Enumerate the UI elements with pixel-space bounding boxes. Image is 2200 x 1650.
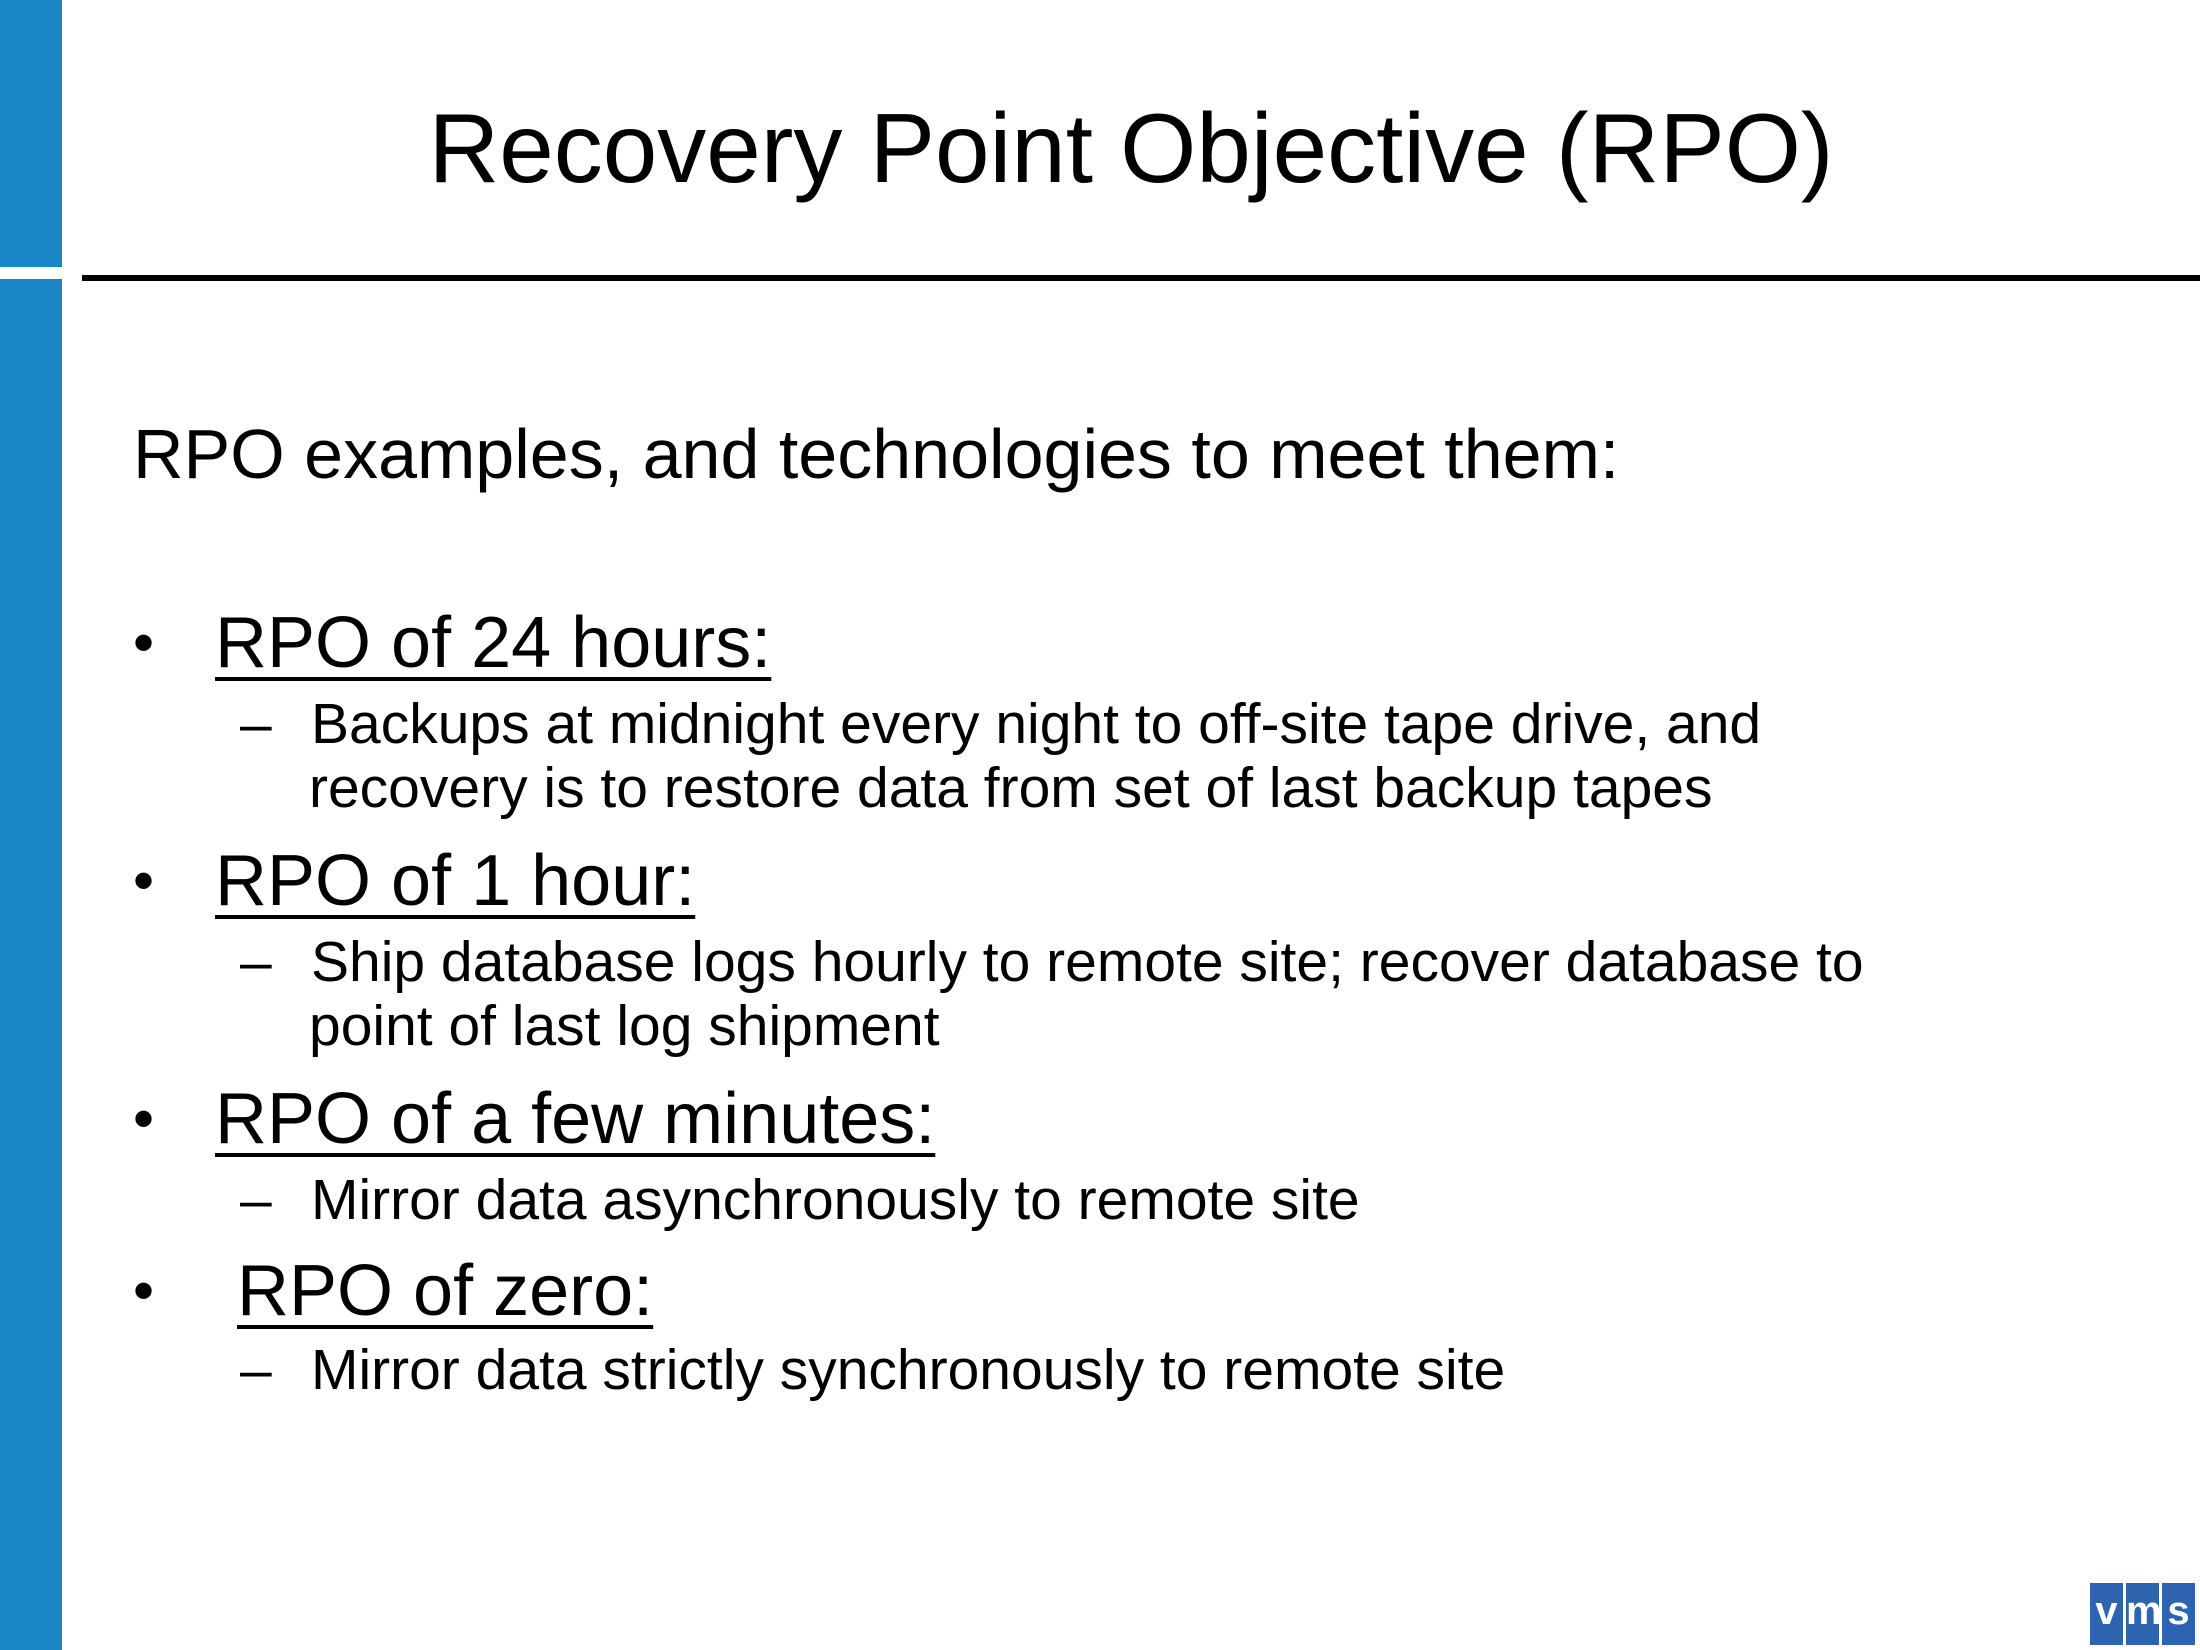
logo-letter-m: m [2126,1583,2159,1645]
bullet-icon: • [133,1085,155,1152]
bullet-heading: RPO of zero: [237,1251,654,1331]
intro-text: RPO examples, and technologies to meet them: [133,415,1620,493]
title-divider [82,275,2200,281]
sub-item-line: point of last log shipment [309,994,940,1058]
bullet-heading: RPO of 24 hours: [215,603,772,683]
slide-title: Recovery Point Objective (RPO) [428,93,1834,203]
sub-item-line: Ship database logs hourly to remote site; recover database to [311,930,1864,994]
sub-item-line: Mirror data asynchronously to remote site [311,1168,1360,1232]
bullet-icon: • [133,1257,155,1324]
sub-item-line: Backups at midnight every night to off-site tape drive, and [311,692,1762,756]
bullet-heading: RPO of 1 hour: [215,841,696,921]
bullet-icon: • [133,847,155,914]
dash-icon: – [240,1338,272,1402]
vms-logo [2090,1583,2195,1645]
dash-icon: – [240,692,272,756]
sub-item-line: Mirror data strictly synchronously to remote site [311,1338,1506,1402]
dash-icon: – [240,930,272,994]
logo-letter-v: v [2090,1583,2123,1645]
sub-item-line: recovery is to restore data from set of last backup tapes [309,756,1713,820]
bullet-heading: RPO of a few minutes: [215,1079,936,1159]
logo-letter-s: s [2162,1583,2195,1645]
dash-icon: – [240,1168,272,1232]
side-accent-bar-top [0,0,62,267]
side-accent-bar-bottom [0,279,62,1650]
bullet-icon: • [133,609,155,676]
